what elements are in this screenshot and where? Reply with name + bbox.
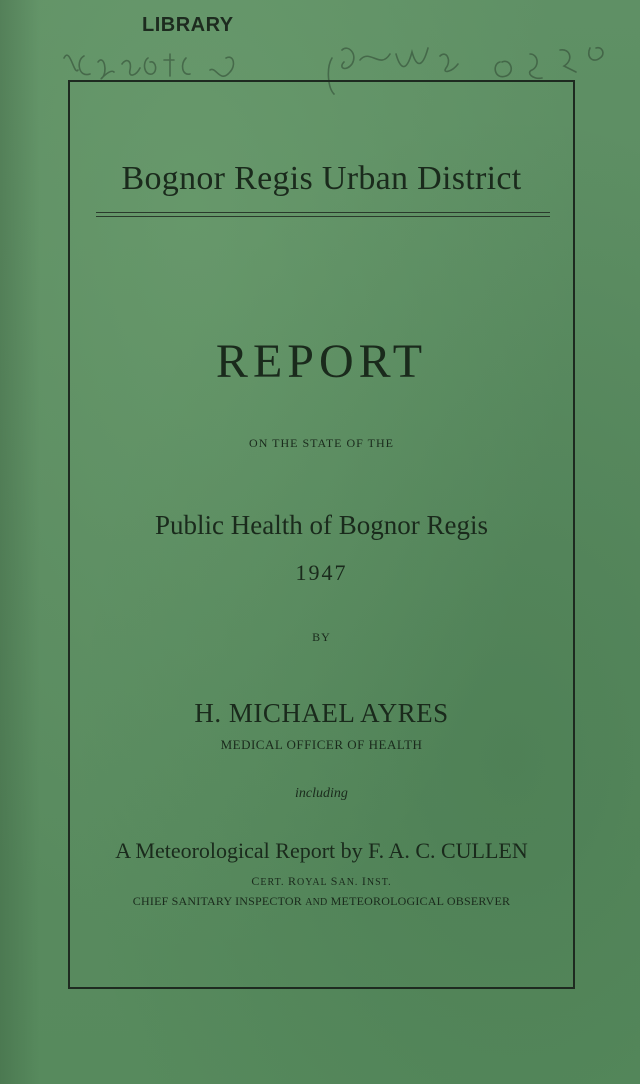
author-name: H. MICHAEL AYRES bbox=[194, 698, 449, 728]
cert-rest: ERT. bbox=[260, 877, 288, 888]
report-title: REPORT bbox=[215, 335, 428, 388]
cert-first: C bbox=[251, 874, 261, 888]
district-heading: Bognor Regis Urban District bbox=[121, 160, 522, 197]
subject-line: Public Health of Bognor Regis bbox=[155, 510, 488, 540]
royal-rest: OYAL bbox=[296, 877, 331, 888]
inst-rest: NST. bbox=[366, 877, 392, 888]
meteorological-report-line: A Meteorological Report by F. A. C. CULLEN bbox=[115, 838, 528, 863]
by-line: BY bbox=[312, 630, 331, 644]
cullen-role bbox=[68, 894, 575, 909]
royal-first: R bbox=[287, 874, 297, 888]
on-the-state-line: ON THE STATE OF THE bbox=[249, 436, 394, 450]
including-line: including bbox=[295, 786, 348, 801]
role-and: AND bbox=[305, 897, 328, 908]
san-rest: AN. bbox=[338, 877, 362, 888]
author-role: MEDICAL OFFICER OF HEALTH bbox=[220, 737, 423, 752]
role-part-b: METEOROLOGICAL OBSERVER bbox=[327, 894, 511, 908]
double-rule-top bbox=[96, 212, 550, 213]
report-year: 1947 bbox=[295, 560, 348, 585]
role-part-a: CHIEF SANITARY INSPECTOR bbox=[132, 894, 306, 908]
cullen-credentials bbox=[68, 874, 575, 889]
library-stamp: LIBRARY bbox=[142, 14, 234, 36]
inst-first: I bbox=[361, 874, 367, 888]
double-rule-bottom bbox=[96, 216, 550, 217]
cover-edge-shadow bbox=[0, 0, 40, 1084]
san-first: S bbox=[330, 874, 339, 888]
